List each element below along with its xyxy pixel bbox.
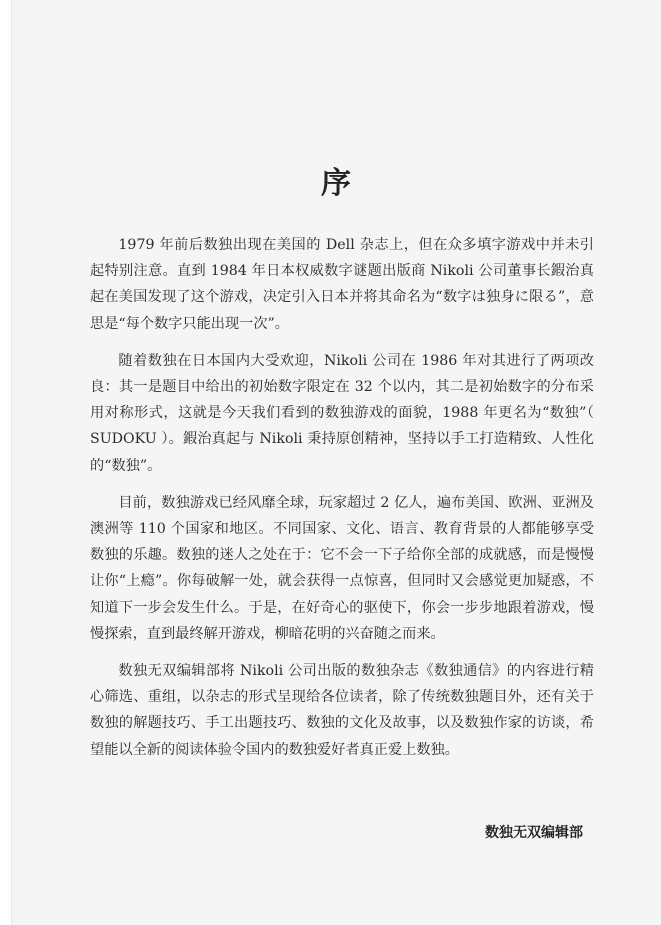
signature: 数独无双编辑部 bbox=[485, 825, 583, 841]
paragraph-1: 1979 年前后数独出现在美国的 Dell 杂志上，但在众多填字游戏中并未引起特别注意。直到 1984 年日本权威数字谜题出版商 Nikoli 公司董事长鍜治真起在美国发现了这个游戏，决定引入日本并将其命名为“数字は独身に限る”，意思是“每个数字只能出现一次”。 bbox=[90, 237, 594, 332]
paragraph-2: 随着数独在日本国内大受欢迎，Nikoli 公司在 1986 年对其进行了两项改良：其一是题目中给出的初始数字限定在 32 个以内，其二是初始数字的分布采用对称形式，这就是今天我们看到的数独游戏的面貌，1988 年更名为“数独”（ SUDOKU ）。鍜治真起与 Nikoli 秉持原创精神，坚持以手工打造精致、人性化的“数独”。 bbox=[90, 352, 594, 474]
preface-body bbox=[90, 232, 594, 774]
paragraph-4: 数独无双编辑部将 Nikoli 公司出版的数独杂志《数独通信》的内容进行精心筛选、重组，以杂志的形式呈现给各位读者，除了传统数独题目外，还有关于数独的解题技巧、手工出题技巧、数独的文化及故事，以及数独作家的访谈，希望能以全新的阅读体验令国内的数独爱好者真正爱上数独。 bbox=[90, 663, 594, 758]
book-page bbox=[11, 0, 661, 925]
page-title: 序 bbox=[321, 166, 353, 201]
paragraph-3: 目前，数独游戏已经风靡全球，玩家超过 2 亿人，遍布美国、欧洲、亚洲及澳洲等 110 个国家和地区。不同国家、文化、语言、教育背景的人都能够享受数独的乐趣。数独的迷人之处在于：它不会一下子给你全部的成就感，而是慢慢让你“上瘾”。你每破解一处，就会获得一点惊喜，但同时又会感觉更加疑惑，不知道下一步会发生什么。于是，在好奇心的驱使下，你会一步步地跟着游戏，慢慢探索，直到最终解开游戏，柳暗花明的兴奋随之而来。 bbox=[90, 494, 594, 642]
